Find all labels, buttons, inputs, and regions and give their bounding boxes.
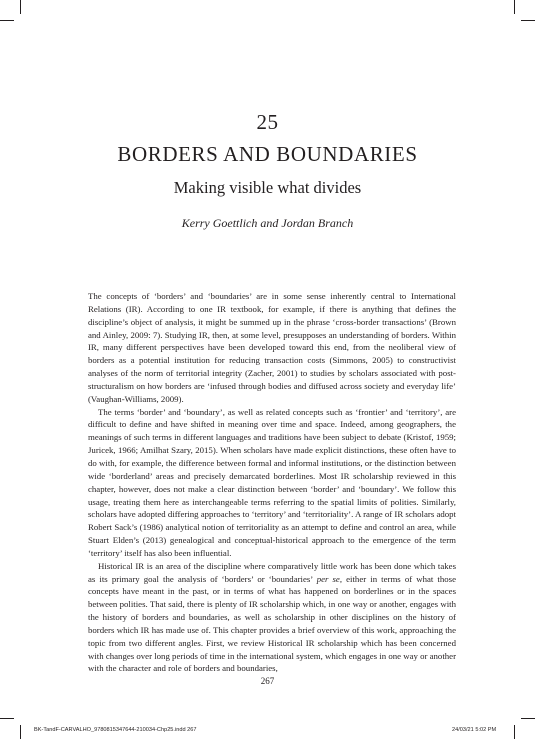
crop-mark-top-left-vertical (20, 0, 21, 14)
chapter-title: BORDERS AND BOUNDARIES (117, 142, 418, 166)
paragraph-3 (88, 560, 456, 676)
print-slug-file: BK-TandF-CARVALHO_9780815347644-210034-Chp25.indd 267 (34, 727, 197, 733)
page-number: 267 (260, 676, 275, 686)
crop-mark-bottom-left-horizontal (0, 718, 14, 719)
crop-mark-top-right-vertical (514, 0, 515, 14)
italic-term: per se (316, 573, 340, 584)
chapter-body-text (88, 290, 456, 675)
paragraph-text: Historical IR is an area of the discipline where comparatively little work has been done which takes as its primary goal the analysis of ‘borders’ or ‘boundaries’ (88, 560, 456, 584)
crop-mark-bottom-left-vertical (20, 725, 21, 739)
chapter-subtitle: Making visible what divides (173, 178, 362, 197)
crop-mark-top-left-horizontal (0, 20, 14, 21)
chapter-authors: Kerry Goettlich and Jordan Branch (181, 216, 354, 230)
crop-mark-bottom-right-horizontal (521, 718, 535, 719)
paragraph-text: The terms ‘border’ and ‘boundary’, as well as related concepts such as ‘frontier’ and ‘territory’, are difficult to define and have shifted in meaning over time and space. Indeed, among geographers, the meanings of such terms in different languages and traditions have been subject to debate (Kristof, 1959; Juricek, 1966; Amilhat Szary, 2015). When scholars have made explicit distinctions, these often have to do with, for example, the difference between formal and informal institutions, or the distinction between wide ‘borderland’ areas and precisely demarcated borderlines. Most IR scholarship reviewed in this chapter, however, does not make a clear distinction between ‘border’ and ‘boundary’. We follow this usage, treating them here as interchangeable terms referring to the spatial limits of polities. Similarly, scholars have adopted differing approaches to ‘territory’ and ‘territoriality’. A range of IR scholars adopt Robert Sack’s (1986) analytical notion of territoriality as an attempt to define and control an area, while Stuart Elden’s (2013) genealogical and conceptual-historical approach to the emergence of the term ‘territory’ itself has also been influential. (88, 406, 456, 558)
print-slug-date: 24/03/21 5:02 PM (452, 727, 497, 733)
paragraph-1 (88, 290, 456, 406)
crop-mark-bottom-right-vertical (514, 725, 515, 739)
paragraph-text: The concepts of ‘borders’ and ‘boundaries’ are in some sense inherently central to International Relations (IR). According to one IR textbook, for example, if there is anything that defines the discipline’s object of analysis, it might be summed up in the phrase ‘cross-border transactions’ (Brown and Ainley, 2009: 7). Studying IR, then, at some level, presupposes an understanding of borders. Within IR, many different perspectives have been developed toward this end, from the neoliberal view of borders as a potential institution for reducing transaction costs (Simmons, 2005) to constructivist analyses of the norm of territorial integrity (Zacher, 2001) to studies by scholars associated with post-structuralism on how borders are ‘infused through bodies and diffused across society and everyday life’ (Vaughan-Williams, 2009). (88, 291, 456, 404)
paragraph-text: , either in terms of what those concepts have meant in the past, or in terms of what has happened on borderlines or in the spaces between polities. That said, there is plenty of IR scholarship which, in one way or another, engages with the history of borders and boundaries, as well as scholarship in other disciplines on the history of borders which IR has made use of. This chapter provides a brief overview of this work, approaching the topic from two different angles. First, we review Historical IR scholarship which has been concerned with changes over long periods of time in the international system, which engages in one way or another with the character and role of borders and boundaries, (88, 573, 456, 674)
paragraph-2 (88, 406, 456, 560)
crop-mark-top-right-horizontal (521, 20, 535, 21)
chapter-number: 25 (256, 110, 279, 134)
